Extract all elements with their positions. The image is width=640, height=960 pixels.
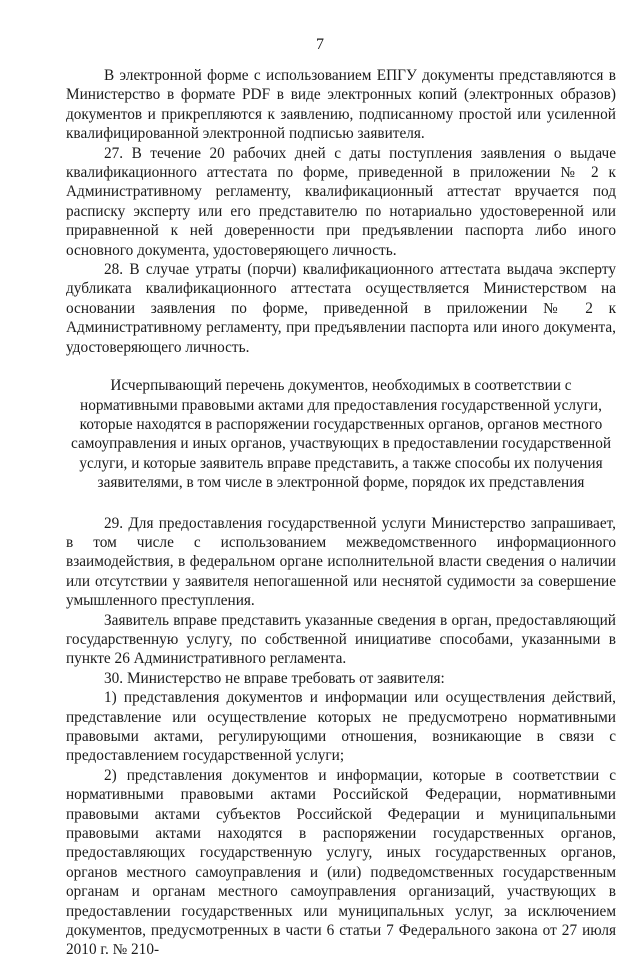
paragraph-electronic-form: В электронной форме с использованием ЕПГУ документы представляются в Министерство в формате PDF в виде электронных копий (электронных образов) документов и прикрепляются к заявлению, подписанному простой или усиленной квалифицированной электронной подписью заявителя. <box>66 67 616 143</box>
paragraph-28: 28. В случае утраты (порчи) квалификационного аттестата выдача эксперту дубликата квалификационного аттестата осуществляется Министерством на основании заявления по форме, приведенной в приложении № 2 к Административному регламенту, при предъявлении паспорта или иного документа, удостоверяющего личность. <box>66 261 616 356</box>
document-body <box>66 66 616 960</box>
paragraph-applicant-right: Заявитель вправе представить указанные сведения в орган, предоставляющий государственную услугу, по собственной инициативе способами, указанными в пункте 26 Административного регламента. <box>66 611 616 668</box>
paragraph-29: 29. Для предоставления государственной услуги Министерство запрашивает, в том числе с использованием межведомственного информационного взаимодействия, в федеральном органе исполнительной власти сведения о наличии или отсутствии у заявителя непогашенной или неснятой судимости за совершение умышленного преступления. <box>66 514 616 610</box>
paragraph-30-item-1: 1) представления документов и информации или осуществления действий, представление или осуществление которых не предусмотрено нормативными правовыми актами, регулирующими отношения, возникающие в связи с предоставлением государственной услуги; <box>66 689 616 765</box>
paragraph-30-item-2: 2) представления документов и информации, которые в соответствии с нормативными правовыми актами Российской Федерации, нормативными правовыми актами субъектов Российской Федерации и муниципальными правовыми актами находятся в распоряжении государственных органов, предоставляющих государственную услугу, иных государственных органов, органов местного самоуправления и (или) подведомственных государственным органам и органам местного самоуправления организаций, участвующих в предоставлении государственных или муниципальных услуг, за исключением документов, предусмотренных в части 6 статьи 7 Федерального закона от 27 июля 2010 г. № 210- <box>66 766 616 959</box>
paragraph-27: 27. В течение 20 рабочих дней с даты поступления заявления о выдаче квалификационного аттестата по форме, приведенной в приложении № 2 к Административному регламенту, квалификационный аттестат вручается под расписку эксперту или его представителю по нотариально удостоверенной или приравненной к ней доверенности при предъявлении паспорта либо иного основного документа, удостоверяющего личность. <box>66 144 616 259</box>
section-heading: Исчерпывающий перечень документов, необходимых в соответствии с нормативными правовыми актами для предоставления государственной услуги, которые находятся в распоряжении государственных органов, органов местного самоуправления и иных органов, участвующих в предоставлении государственной услуги, и которые заявитель вправе представить, а также способы их получения заявителями, в том числе в электронной форме, порядок их представления <box>70 377 612 492</box>
page-number: 7 <box>316 36 324 53</box>
paragraph-30: 30. Министерство не вправе требовать от заявителя: <box>104 669 445 687</box>
